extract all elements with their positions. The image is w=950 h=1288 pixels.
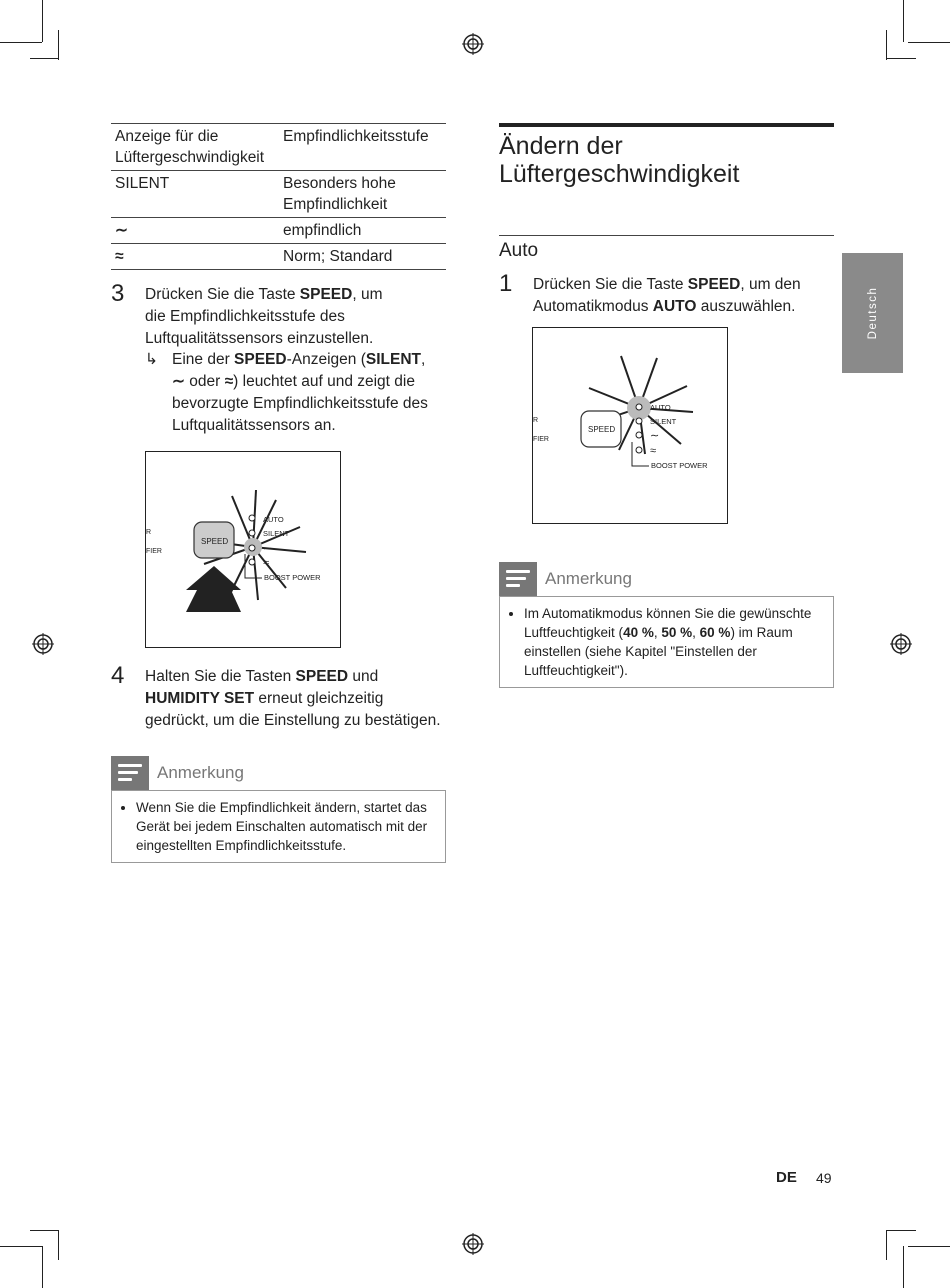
label-boost: BOOST POWER <box>264 573 321 582</box>
step-3-text <box>145 284 390 350</box>
result-text-bold: ≈ <box>224 373 234 390</box>
step-text-part: Drücken Sie die Taste <box>533 276 688 293</box>
registration-mark-icon <box>32 633 54 655</box>
crop-mark <box>58 30 59 60</box>
table-cell-indicator: ≈ <box>115 248 124 265</box>
subheading: Auto <box>499 240 539 261</box>
step-text-part: erneut gleichzeitig gedrückt, um die Einstellung zu bestätigen. <box>145 690 441 729</box>
crop-mark <box>0 42 42 43</box>
speed-key-label: SPEED <box>201 537 229 546</box>
step-text-part: und <box>348 668 379 685</box>
step-3-result <box>172 349 442 437</box>
crop-mark <box>886 1230 887 1260</box>
table-row <box>111 218 446 244</box>
table-cell-sensitivity: empfindlich <box>283 222 362 239</box>
note-text <box>524 604 827 680</box>
table-row <box>111 171 446 218</box>
speed-button-illustration-left <box>145 451 341 648</box>
table-header-indicator: Anzeige für die Lüftergeschwindigkeit <box>115 128 265 166</box>
result-text-bold: ∼ <box>172 373 185 390</box>
crop-mark <box>908 1246 950 1247</box>
label-silent: SILENT <box>263 529 290 538</box>
edge-label: R <box>533 417 539 424</box>
note-header <box>111 756 244 790</box>
step-text-part: Drücken Sie die Taste <box>145 286 300 303</box>
registration-mark-icon <box>890 633 912 655</box>
speed-key-label: SPEED <box>588 425 616 434</box>
led-auto <box>636 404 642 410</box>
heading-rule <box>499 123 834 127</box>
led-silent <box>636 418 642 424</box>
note-icon <box>499 562 537 596</box>
note-title: Anmerkung <box>545 569 632 588</box>
table-cell-sensitivity: Besonders hohe Empfindlichkeit <box>283 175 396 213</box>
result-text-bold: SILENT <box>365 351 421 368</box>
label-tilde: ∼ <box>263 543 273 555</box>
crop-mark <box>886 1230 916 1231</box>
result-arrow-icon: ↳ <box>145 351 158 368</box>
label-auto: AUTO <box>263 515 284 524</box>
note-box <box>499 596 834 688</box>
boost-bracket <box>632 442 649 466</box>
edge-label: R <box>146 529 152 536</box>
step-number: 4 <box>111 662 125 689</box>
page-number: 49 <box>816 1170 832 1186</box>
step-number: 3 <box>111 280 125 307</box>
speed-button-illustration-right <box>532 327 728 524</box>
result-text-part: oder <box>185 373 225 390</box>
note-text-part: , <box>653 625 662 640</box>
step-text-bold: AUTO <box>652 298 697 315</box>
led-tilde <box>249 545 255 551</box>
step-text-bold: HUMIDITY SET <box>145 690 255 707</box>
result-text-part: Eine der <box>172 351 235 368</box>
crop-mark <box>903 1246 904 1288</box>
note-text-bold: 50 % <box>661 625 693 640</box>
edge-label: FIER <box>146 548 162 555</box>
crop-mark <box>30 1230 59 1231</box>
table-header-row <box>111 124 446 171</box>
table-header-sensitivity: Empfindlichkeitsstufe <box>283 128 429 145</box>
label-silent: SILENT <box>650 417 677 426</box>
led-silent <box>249 530 255 536</box>
step-text-part: Halten Sie die Tasten <box>145 668 296 685</box>
result-text-part: ) leuchtet auf und zeigt die bevorzugte Empfindlichkeitsstufe des Luftqualitätssensors an. <box>172 373 428 434</box>
label-boost: BOOST POWER <box>651 461 708 470</box>
crop-mark <box>903 0 904 42</box>
language-tab <box>842 253 903 373</box>
note-box <box>111 790 446 863</box>
note-text-part: ) im Raum einstellen (siehe Kapitel "Einstellen der Luftfeuchtigkeit"). <box>524 625 793 678</box>
result-text-part: , <box>421 351 426 368</box>
registration-mark-icon <box>462 1233 484 1255</box>
crop-mark <box>58 1230 59 1260</box>
led-tilde <box>636 432 642 438</box>
note-text-bold: 60 % <box>699 625 731 640</box>
press-arrow-icon <box>186 566 241 612</box>
crop-mark <box>886 58 916 59</box>
step-text-bold: SPEED <box>299 286 353 303</box>
step-text-bold: SPEED <box>295 668 349 685</box>
table-cell-sensitivity: Norm; Standard <box>283 248 393 265</box>
subheading-rule <box>499 235 834 236</box>
control-panel-drawing <box>146 452 341 648</box>
led-approx <box>249 559 255 565</box>
language-tab-label: Deutsch <box>866 286 879 340</box>
led-approx <box>636 447 642 453</box>
label-auto: AUTO <box>650 403 671 412</box>
footer-language: DE <box>776 1169 797 1186</box>
note-text-part: , <box>692 625 700 640</box>
step-text-part: , um den Automatikmodus <box>533 276 801 315</box>
result-text-bold: SPEED <box>234 351 287 368</box>
step-text-part: auszuwählen. <box>696 298 796 315</box>
step-1-text <box>533 274 823 318</box>
sensitivity-table <box>111 123 446 270</box>
crop-mark <box>42 0 43 42</box>
step-text-part: , um die Empfindlichkeitsstufe des Luftqualitätssensors einzustellen. <box>145 286 383 347</box>
note-title: Anmerkung <box>157 763 244 782</box>
crop-mark <box>886 30 887 60</box>
note-text: • Wenn Sie die Empfindlichkeit ändern, startet das Gerät bei jedem Einschalten automatisch mit der eingestellten Empfindlichkeitsstufe. <box>136 798 439 855</box>
registration-mark-icon <box>462 33 484 55</box>
table-row <box>111 244 446 270</box>
note-header <box>499 562 632 596</box>
step-text-bold: SPEED <box>687 276 741 293</box>
led-auto <box>249 515 255 521</box>
crop-mark <box>908 42 950 43</box>
label-tilde: ∼ <box>650 430 660 442</box>
result-text-part: -Anzeigen ( <box>286 351 366 368</box>
note-text-part: Im Automatikmodus können Sie die gewünschte Luftfeuchtigkeit ( <box>524 606 812 640</box>
step-number: 1 <box>499 270 513 297</box>
crop-mark <box>0 1246 42 1247</box>
crop-mark <box>42 1246 43 1288</box>
label-approx: ≈ <box>650 445 657 457</box>
page-title: Ändern der Lüftergeschwindigkeit <box>499 132 740 188</box>
step-4-text <box>145 666 443 732</box>
note-text-bold: 40 % <box>623 625 654 640</box>
table-cell-indicator: SILENT <box>115 175 170 192</box>
control-panel-drawing <box>533 328 728 524</box>
label-approx: ≈ <box>263 557 270 569</box>
edge-label: FIER <box>533 436 549 443</box>
crop-mark <box>30 58 59 59</box>
note-icon <box>111 756 149 790</box>
table-cell-indicator: ∼ <box>115 222 128 239</box>
